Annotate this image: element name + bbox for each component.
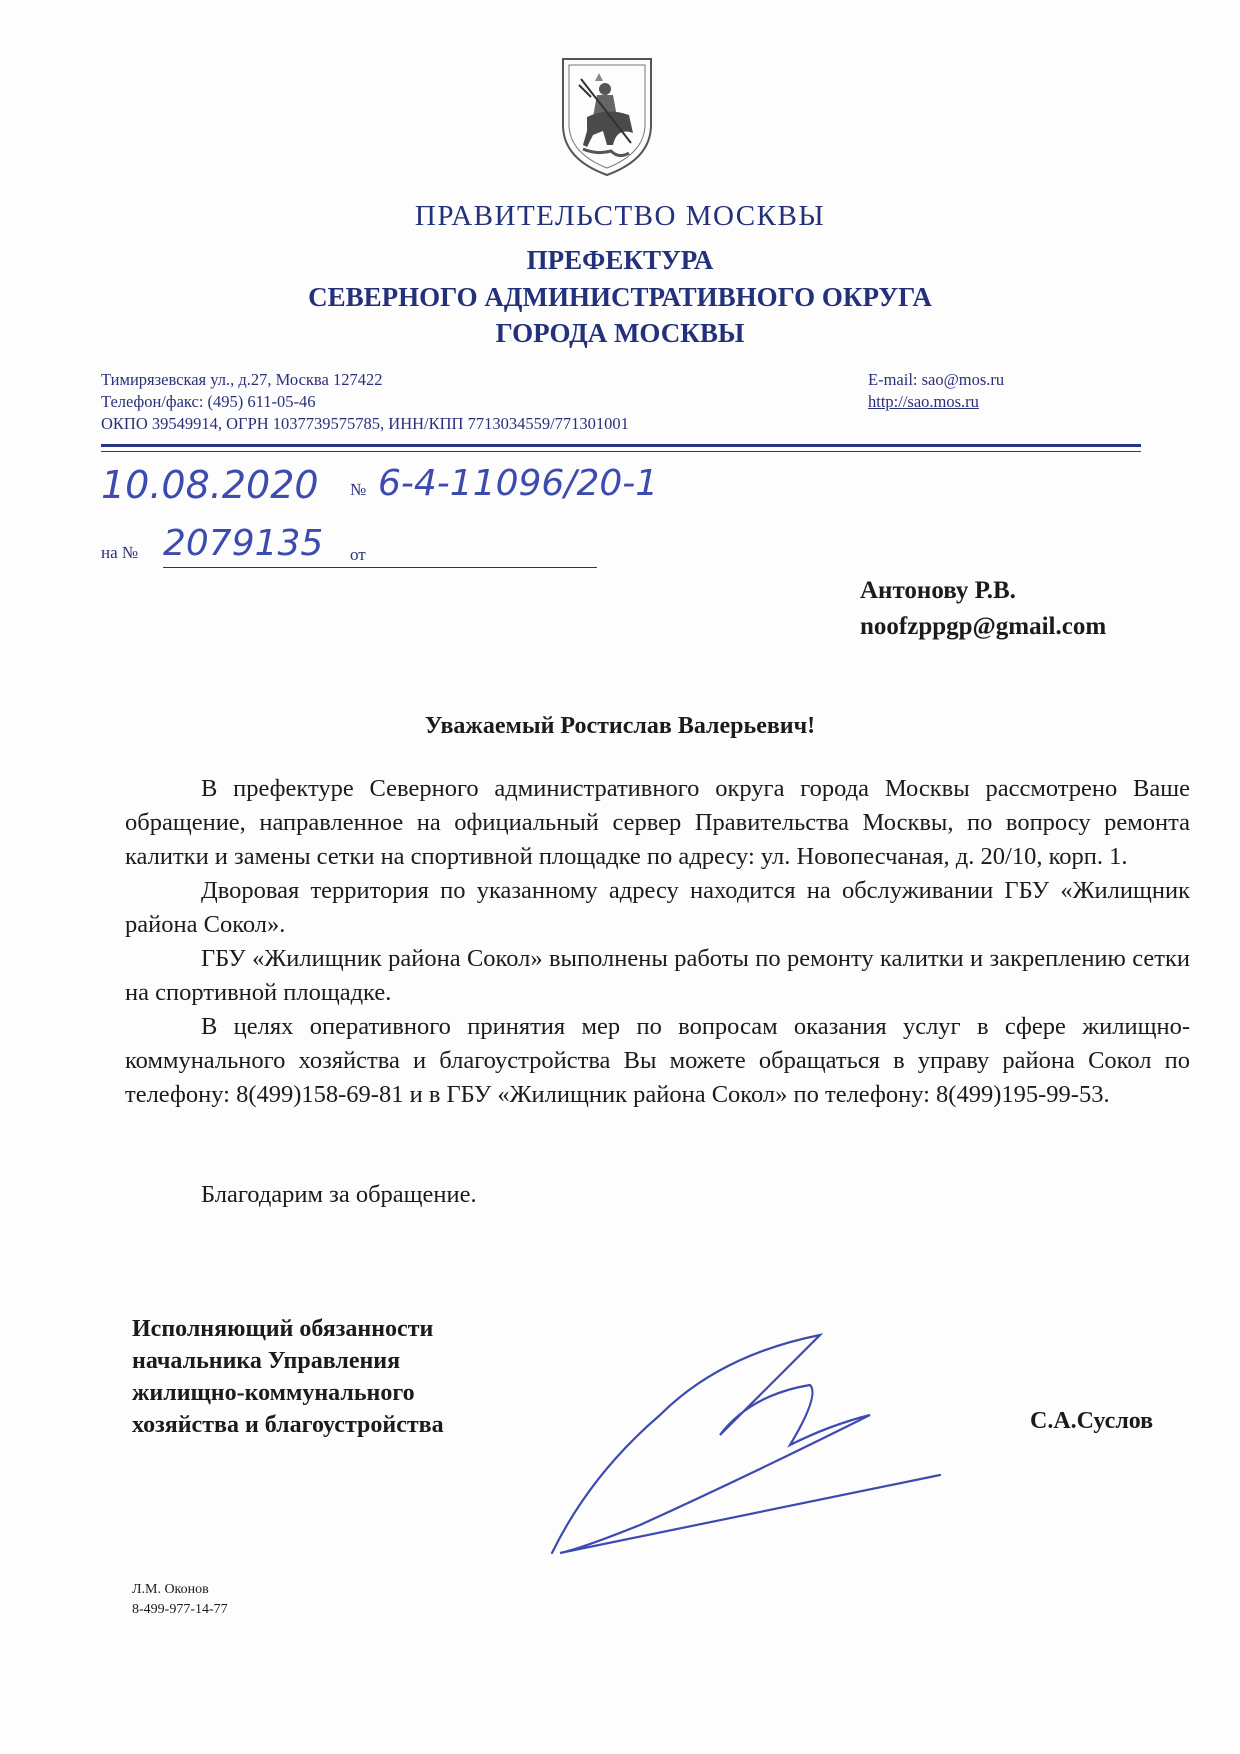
reference-label: на № xyxy=(101,543,139,562)
addressee-name: Антонову Р.В. xyxy=(860,577,1016,604)
signatory-title-line: хозяйства и благоустройства xyxy=(132,1412,444,1438)
greeting: Уважаемый Ростислав Валерьевич! xyxy=(424,713,816,739)
handwritten-signature xyxy=(520,1325,960,1565)
signatory-title xyxy=(132,1313,444,1441)
registration-number: 6-4-11096/20-1 xyxy=(378,463,659,504)
contact-details xyxy=(101,369,629,435)
signatory-title-line: начальника Управления xyxy=(132,1348,401,1374)
reference-number: 2079135 xyxy=(163,523,324,564)
signatory-title-line: Исполняющий обязанности xyxy=(132,1316,434,1342)
registration-number-label: № xyxy=(350,480,367,499)
paragraph: Дворовая территория по указанному адресу находится на обслуживании ГБУ «Жилищник района Сокол». xyxy=(125,877,1190,938)
letter-body xyxy=(125,772,1190,1112)
contact-online xyxy=(868,369,1004,413)
reference-from-label: от xyxy=(350,545,366,564)
signatory-title-line: жилищно-коммунального xyxy=(132,1380,415,1406)
org-phone: Телефон/факс: (495) 611-05-46 xyxy=(101,392,316,411)
signatory-name: С.А.Суслов xyxy=(1030,1408,1154,1434)
org-email: E-mail: sao@mos.ru xyxy=(868,370,1005,389)
org-website-link[interactable]: http://sao.mos.ru xyxy=(868,392,979,411)
letterhead-divider xyxy=(101,444,1141,447)
closing-thanks: Благодарим за обращение. xyxy=(201,1181,477,1208)
addressee-email: noofzppgp@gmail.com xyxy=(860,613,1107,640)
executor-block xyxy=(132,1580,228,1620)
org-city: ГОРОДА МОСКВЫ xyxy=(495,318,745,348)
registration-date: 10.08.2020 xyxy=(101,463,319,507)
executor-name: Л.М. Оконов xyxy=(132,1582,209,1597)
org-district: СЕВЕРНОГО АДМИНИСТРАТИВНОГО ОКРУГА xyxy=(308,282,932,312)
letterhead-divider-thin xyxy=(101,451,1141,452)
addressee-block xyxy=(860,573,1106,645)
org-prefecture: ПРЕФЕКТУРА xyxy=(526,245,714,275)
paragraph: В целях оперативного принятия мер по вопросам оказания услуг в сфере жилищно-коммунального хозяйства и благоустройства Вы можете обращаться в управу района Сокол по телефону: 8(499)158-69-81 и в ГБУ «Жилищник района Сокол» по телефону: 8(499)195-99-53. xyxy=(125,1013,1190,1108)
org-address: Тимирязевская ул., д.27, Москва 127422 xyxy=(101,370,383,389)
org-codes: ОКПО 39549914, ОГРН 1037739575785, ИНН/КПП 7713034559/771301001 xyxy=(101,414,629,433)
reference-underline xyxy=(163,567,597,568)
paragraph: В префектуре Северного административного округа города Москвы рассмотрено Ваше обращение, направленное на официальный сервер Правительства Москвы, по вопросу ремонта калитки и замены сетки на спортивной площадке по адресу: ул. Новопесчаная, д. 20/10, корп. 1. xyxy=(125,775,1190,870)
moscow-coat-of-arms-icon xyxy=(557,55,657,179)
paragraph: ГБУ «Жилищник района Сокол» выполнены работы по ремонту калитки и закреплению сетки на спортивной площадке. xyxy=(125,945,1190,1006)
executor-phone: 8-499-977-14-77 xyxy=(132,1602,228,1617)
org-government: ПРАВИТЕЛЬСТВО МОСКВЫ xyxy=(414,200,826,232)
